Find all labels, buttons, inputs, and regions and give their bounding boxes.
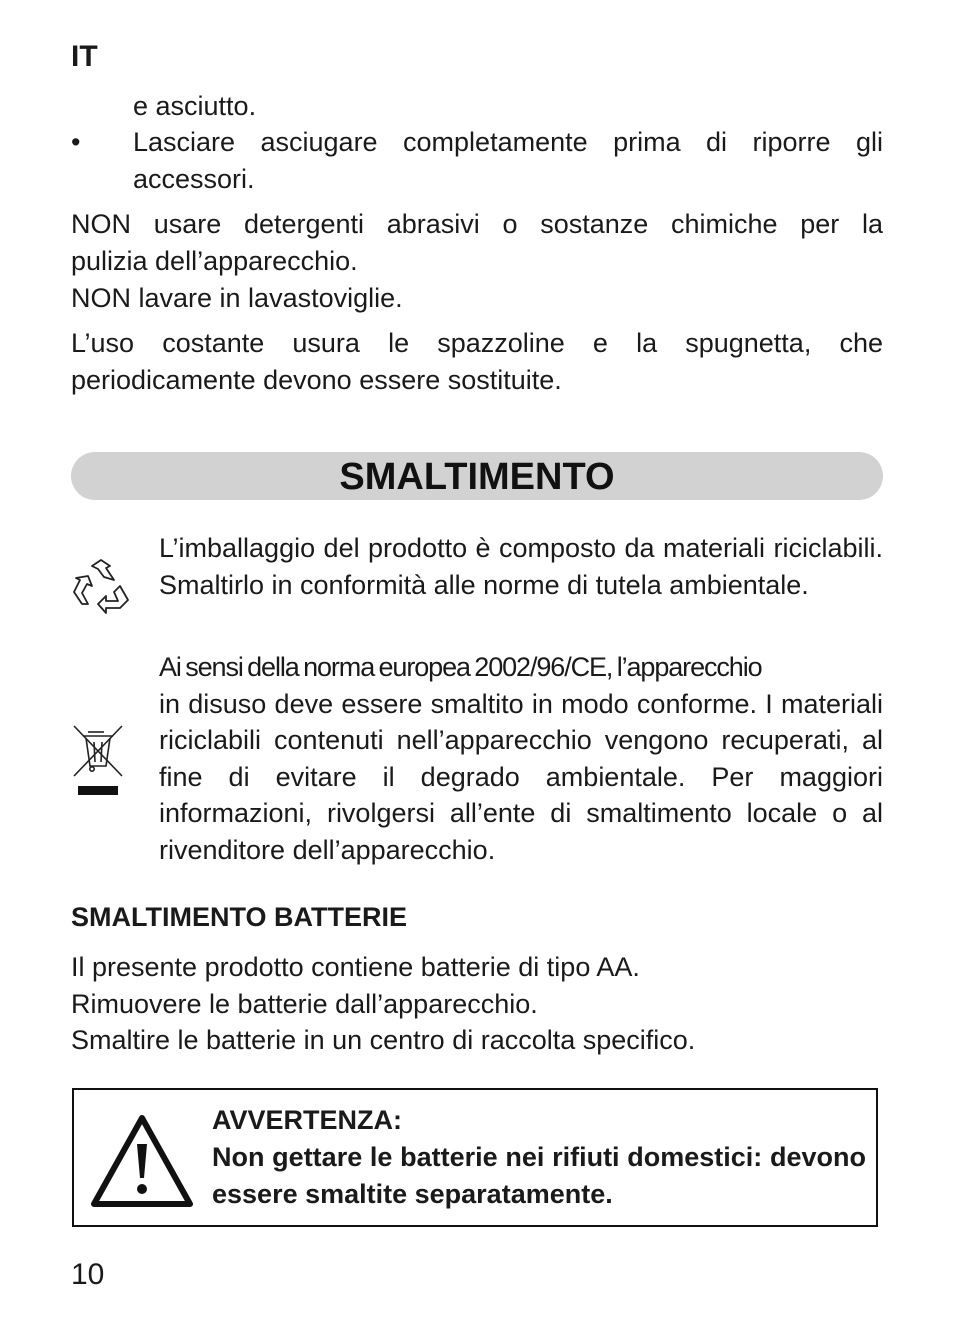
- weee-disposal-text: [159, 649, 883, 868]
- cleaning-bullet: [71, 124, 883, 197]
- warning-title: AVVERTENZA:: [212, 1105, 403, 1135]
- detergent-warning-line2: pulizia dell’apparecchio.: [71, 245, 358, 276]
- cleaning-continuation: e asciutto.: [133, 91, 257, 121]
- page-number: 10: [71, 1258, 105, 1291]
- battery-text-line3: Smaltire le batterie in un centro di raccolta specifico.: [71, 1025, 696, 1055]
- warning-box: [72, 1088, 878, 1227]
- crossed-out-bin-icon: [72, 724, 124, 798]
- battery-disposal-heading: SMALTIMENTO BATTERIE: [71, 902, 407, 932]
- wear-note: L’uso costante usura le spazzoline e la spugnetta, che periodicamente devono essere sostituite.: [71, 328, 883, 395]
- bullet-text: Lasciare asciugare completamente prima di riporre gli accessori.: [133, 127, 883, 194]
- battery-text-line1: Il presente prodotto contiene batterie di tipo AA.: [71, 952, 640, 982]
- detergent-warning-line1: NON usare detergenti abrasivi o sostanze chimiche per la: [71, 209, 883, 239]
- detergent-warning: [71, 206, 883, 279]
- weee-text-line1: Ai sensi della norma europea 2002/96/CE, l’apparecchio: [159, 652, 762, 682]
- warning-triangle-icon: [88, 1112, 196, 1210]
- warning-text: [212, 1102, 866, 1213]
- battery-disposal-text: [71, 949, 883, 1059]
- language-code: IT: [71, 40, 98, 73]
- section-title-disposal: SMALTIMENTO: [71, 452, 883, 500]
- bullet-symbol: •: [71, 127, 81, 157]
- battery-text-line2: Rimuovere le batterie dall’apparecchio.: [71, 988, 538, 1019]
- dishwasher-warning: NON lavare in lavastoviglie.: [71, 283, 403, 313]
- weee-text-rest: in disuso deve essere smaltito in modo conforme. I materiali riciclabili contenuti nell’apparecchio vengono recuperati, al fine di evitare il degrado ambientale. Per maggiori informazioni, rivolgersi all’ente di smaltimento locale o al rivenditore dell’apparecchio.: [159, 688, 883, 865]
- recycle-icon: [70, 556, 132, 618]
- warning-body: Non gettare le batterie nei rifiuti domestici: devono essere smaltite separatamente.: [212, 1142, 866, 1209]
- packaging-disposal-text: L’imballaggio del prodotto è composto da materiali riciclabili. Smaltirlo in conformità alle norme di tutela ambientale.: [159, 533, 883, 600]
